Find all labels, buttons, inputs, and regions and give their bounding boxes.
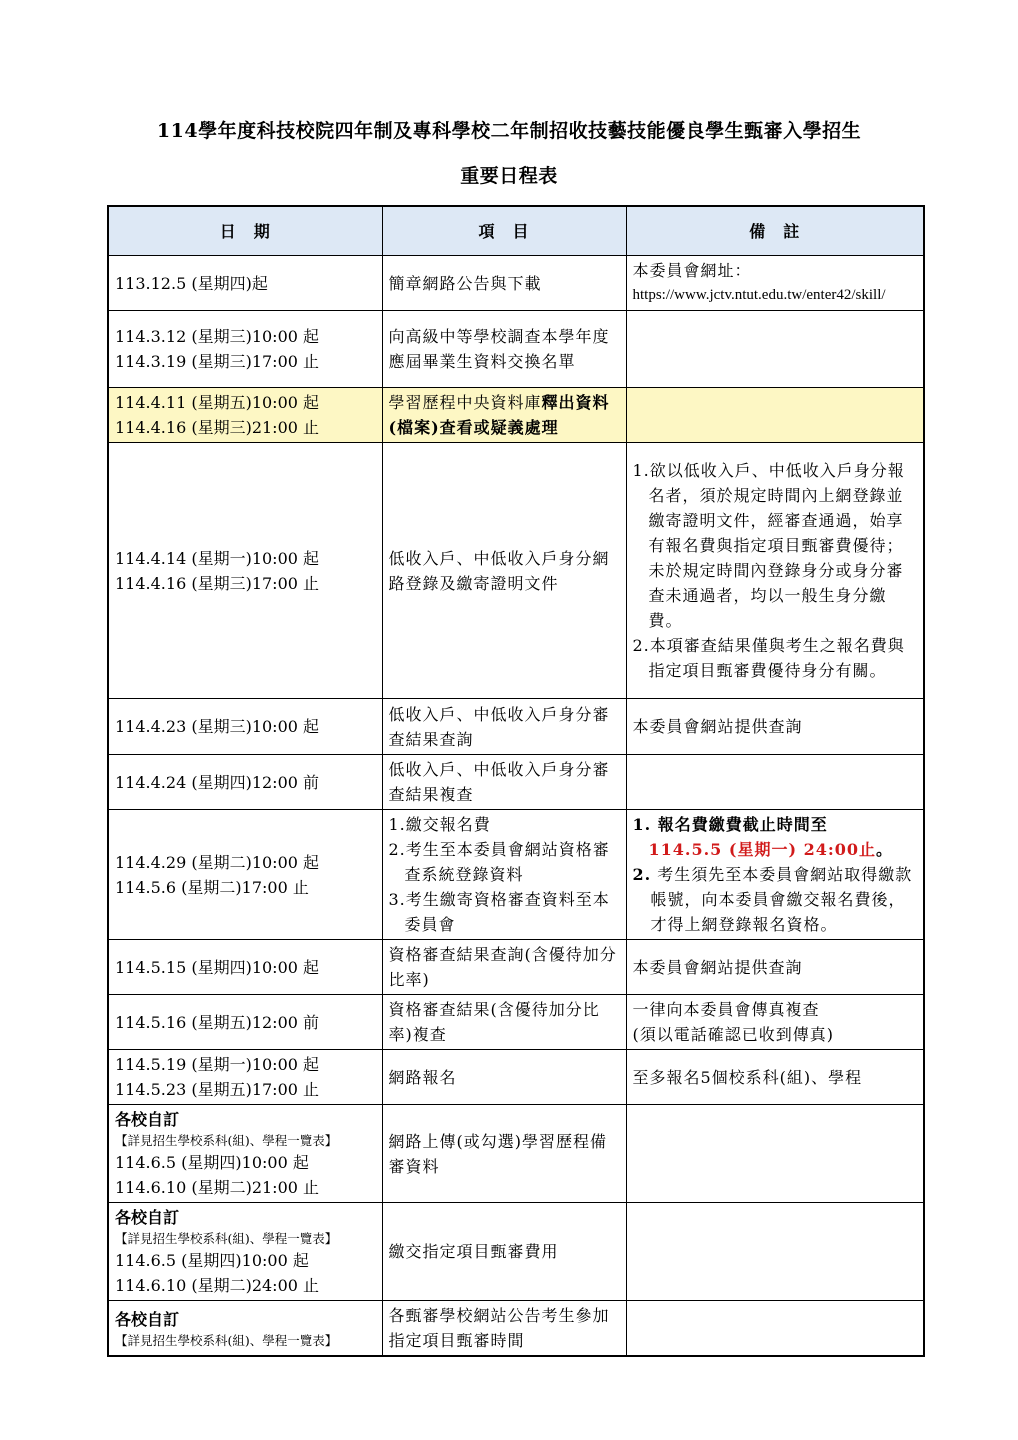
date-cell: 114.3.12 (星期三)10:00 起 114.3.19 (星期三)17:00 止 (108, 311, 382, 388)
deadline-highlight: 114.5.5 (星期一) 24:00止 (648, 840, 877, 859)
page-title: 114學年度科技校院四年制及專科學校二年制招收技藝技能優良學生甄審入學招生 (156, 120, 862, 142)
table-row (108, 810, 924, 940)
date-cell: 114.4.24 (星期四)12:00 前 (108, 755, 382, 810)
note-cell (626, 311, 924, 388)
item-cell: 簡章網路公告與下載 (382, 256, 626, 311)
table-row (108, 755, 924, 810)
date-cell: 各校自訂 【詳見招生學校系科(組)、學程一覽表】 114.6.5 (星期四)10:00 起 114.6.10 (星期二)24:00 止 (108, 1203, 382, 1301)
item-cell: 各甄審學校網站公告考生參加指定項目甄審時間 (382, 1301, 626, 1357)
table-row (108, 995, 924, 1050)
note-cell (626, 1203, 924, 1301)
table-row (108, 1105, 924, 1203)
note-cell (626, 1105, 924, 1203)
table-row (108, 1050, 924, 1105)
item-cell: 資格審查結果查詢(含優待加分比率) (382, 940, 626, 995)
note-cell: 本委員會網址： https://www.jctv.ntut.edu.tw/enter42/skill/ (626, 256, 924, 311)
page-subtitle: 重要日程表 (460, 165, 558, 187)
note-cell: 本委員會網站提供查詢 (626, 699, 924, 755)
table-row-highlighted (108, 388, 924, 443)
note-cell: 1. 報名費繳費截止時間至 114.5.5 (星期一) 24:00止。 2. 考生須先至本委員會網站取得繳款帳號，向本委員會繳交報名費後，才得上網登錄報名資格。 (626, 810, 924, 940)
table-row (108, 699, 924, 755)
date-cell: 114.5.19 (星期一)10:00 起 114.5.23 (星期五)17:00 止 (108, 1050, 382, 1105)
date-cell: 114.4.11 (星期五)10:00 起 114.4.16 (星期三)21:00 止 (108, 388, 382, 443)
item-cell: 網路上傳(或勾選)學習歷程備審資料 (382, 1105, 626, 1203)
date-cell: 114.4.14 (星期一)10:00 起 114.4.16 (星期三)17:00 止 (108, 443, 382, 699)
header-item: 項 目 (382, 206, 626, 256)
note-cell (626, 388, 924, 443)
item-cell: 1.繳交報名費 2.考生至本委員會網站資格審查系統登錄資料 3.考生繳寄資格審查資料至本委員會 (382, 810, 626, 940)
schedule-table (107, 205, 925, 1357)
note-cell: 1.欲以低收入戶、中低收入戶身分報名者，須於規定時間內上網登錄並繳寄證明文件，經審查通過，始享有報名費與指定項目甄審費優待；未於規定時間內登錄身分或身分審查未通過者，均以一般生身分繳費。 2.本項審查結果僅與考生之報名費與指定項目甄審費優待身分有關。 (626, 443, 924, 699)
note-cell: 本委員會網站提供查詢 (626, 940, 924, 995)
table-row (108, 256, 924, 311)
date-cell: 114.5.16 (星期五)12:00 前 (108, 995, 382, 1050)
table-header-row (108, 206, 924, 256)
item-cell: 繳交指定項目甄審費用 (382, 1203, 626, 1301)
header-note: 備 註 (626, 206, 924, 256)
table-row (108, 1203, 924, 1301)
note-cell: 至多報名5個校系科(組)、學程 (626, 1050, 924, 1105)
table-row (108, 311, 924, 388)
date-cell: 113.12.5 (星期四)起 (108, 256, 382, 311)
website-url: https://www.jctv.ntut.edu.tw/enter42/skill/ (632, 287, 886, 303)
header-date: 日 期 (108, 206, 382, 256)
item-cell: 網路報名 (382, 1050, 626, 1105)
date-cell: 各校自訂 【詳見招生學校系科(組)、學程一覽表】 114.6.5 (星期四)10:00 起 114.6.10 (星期二)21:00 止 (108, 1105, 382, 1203)
date-cell: 114.4.29 (星期二)10:00 起 114.5.6 (星期二)17:00 止 (108, 810, 382, 940)
note-cell: 一律向本委員會傳真複查 (須以電話確認已收到傳真) (626, 995, 924, 1050)
table-row (108, 443, 924, 699)
table-row (108, 940, 924, 995)
item-cell: 資格審查結果(含優待加分比率)複查 (382, 995, 626, 1050)
table-row (108, 1301, 924, 1357)
item-cell: 低收入戶、中低收入戶身分審查結果複查 (382, 755, 626, 810)
item-cell: 低收入戶、中低收入戶身分審查結果查詢 (382, 699, 626, 755)
item-cell: 學習歷程中央資料庫釋出資料(檔案)查看或疑義處理 (382, 388, 626, 443)
date-cell: 114.4.23 (星期三)10:00 起 (108, 699, 382, 755)
date-cell: 114.5.15 (星期四)10:00 起 (108, 940, 382, 995)
date-cell: 各校自訂 【詳見招生學校系科(組)、學程一覽表】 (108, 1301, 382, 1357)
note-cell (626, 1301, 924, 1357)
note-cell (626, 755, 924, 810)
item-cell: 低收入戶、中低收入戶身分網路登錄及繳寄證明文件 (382, 443, 626, 699)
item-cell: 向高級中等學校調查本學年度應屆畢業生資料交換名單 (382, 311, 626, 388)
